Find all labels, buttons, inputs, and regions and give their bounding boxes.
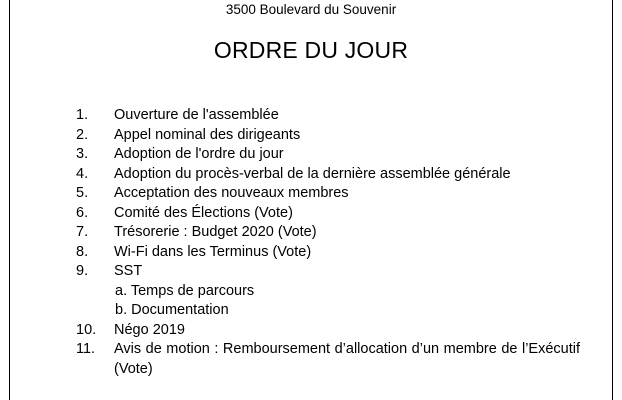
agenda-subitem-9b	[0, 301, 622, 321]
agenda-item-number: 1.	[76, 107, 89, 123]
agenda-item-text: Ouverture de l'assemblée	[114, 107, 279, 123]
agenda-item-number: 10.	[76, 321, 97, 338]
agenda-item-text: Acceptation des nouveaux membres	[114, 185, 349, 201]
agenda-item-text: Appel nominal des dirigeants	[114, 126, 301, 143]
agenda-item-4	[0, 165, 622, 185]
agenda-item-8	[0, 243, 622, 263]
page-title: ORDRE DU JOUR	[213, 37, 409, 63]
agenda-subitem-text: a. Temps de parcours	[115, 282, 255, 299]
header-address: 3500 Boulevard du Souvenir	[225, 2, 397, 17]
agenda-item-5	[0, 184, 622, 204]
agenda-item-text: Wi-Fi dans les Terminus (Vote)	[114, 243, 312, 260]
agenda-item-text: Négo 2019	[114, 321, 185, 338]
agenda-list	[0, 106, 622, 379]
agenda-item-text: Avis de motion : Remboursement d’allocation d’un membre de l’Exécutif (Vote)	[114, 341, 580, 377]
agenda-item-number: 8.	[76, 243, 89, 260]
agenda-item-text: SST	[114, 263, 143, 279]
agenda-subitem-9a	[0, 282, 622, 302]
agenda-item-10	[0, 321, 622, 341]
agenda-item-number: 5.	[76, 185, 89, 201]
agenda-item-9	[0, 262, 622, 282]
agenda-subitem-text: b. Documentation	[115, 302, 229, 318]
agenda-item-7	[0, 223, 622, 243]
agenda-item-1	[0, 106, 622, 126]
agenda-item-text: Trésorerie : Budget 2020 (Vote)	[114, 224, 317, 240]
agenda-item-number: 2.	[76, 126, 89, 143]
agenda-item-6	[0, 204, 622, 224]
agenda-item-text: Comité des Élections (Vote)	[114, 204, 293, 221]
agenda-item-number: 4.	[76, 165, 89, 182]
agenda-item-3	[0, 145, 622, 165]
agenda-item-text: Adoption du procès-verbal de la dernière assemblée générale	[114, 165, 511, 182]
agenda-item-11	[0, 340, 622, 379]
agenda-item-number: 11.	[76, 341, 96, 357]
agenda-item-number: 3.	[76, 146, 89, 162]
agenda-item-number: 9.	[76, 263, 89, 279]
agenda-item-number: 7.	[76, 224, 89, 240]
agenda-item-number: 6.	[76, 204, 89, 221]
agenda-item-text: Adoption de l'ordre du jour	[114, 146, 284, 162]
agenda-item-2	[0, 126, 622, 146]
